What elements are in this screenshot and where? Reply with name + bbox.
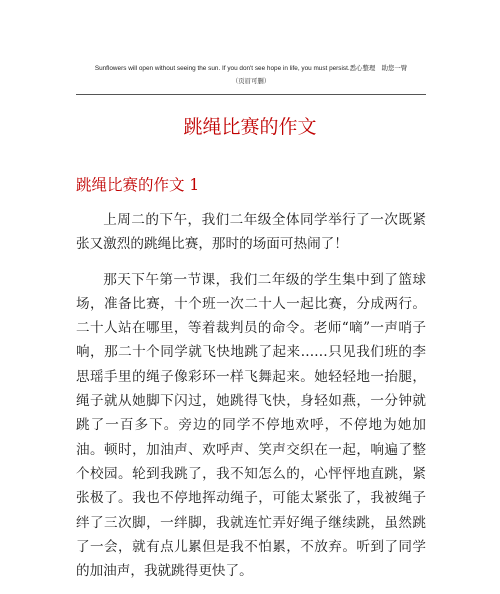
page-header xyxy=(76,64,426,86)
document-body xyxy=(76,208,426,594)
header-note: （页眉可删） xyxy=(231,78,271,85)
paragraph-1: 上周二的下午，我们二年级全体同学举行了一次既紧张又激烈的跳绳比赛，那时的场面可热闹了！ xyxy=(76,212,426,253)
paragraph-2: 那天下午第一节课，我们二年级的学生集中到了篮球场，准备比赛，十个班一次二十人一起比赛，分成两行。二十人站在哪里，等着裁判员的命令。老师“嘀”一声哨子响，那二十个同学就飞快地跳了起来……只见我们班的李思瑶手里的绳子像彩环一样飞舞起来。她轻轻地一抬腿，绳子就从她脚下闪过，她跳得飞快，身轻如燕，一分钟就跳了一百多下。旁边的同学不停地欢呼，不停地为她加油。顿时，加油声、欢呼声、笑声交织在一起，响遍了整个校园。轮到我跳了，我不知怎么的，心怦怦地直跳，紧张极了。我也不停地挥动绳子，可能太紧张了，我被绳子绊了三次脚，一绊脚，我就连忙弄好绳子继续跳，虽然跳了一会，就有点儿累但是我不怕累，不放弃。听到了同学的加油声，我就跳得更快了。 xyxy=(76,271,426,580)
header-divider xyxy=(76,94,426,95)
header-quote: Sunflowers will open without seeing the sun. If you don't see hope in life, you must persist.悉心整理 助您一臂 xyxy=(94,65,408,72)
section-title: 跳绳比赛的作文 1 xyxy=(76,176,200,194)
document-title: 跳绳比赛的作文 xyxy=(183,116,317,138)
